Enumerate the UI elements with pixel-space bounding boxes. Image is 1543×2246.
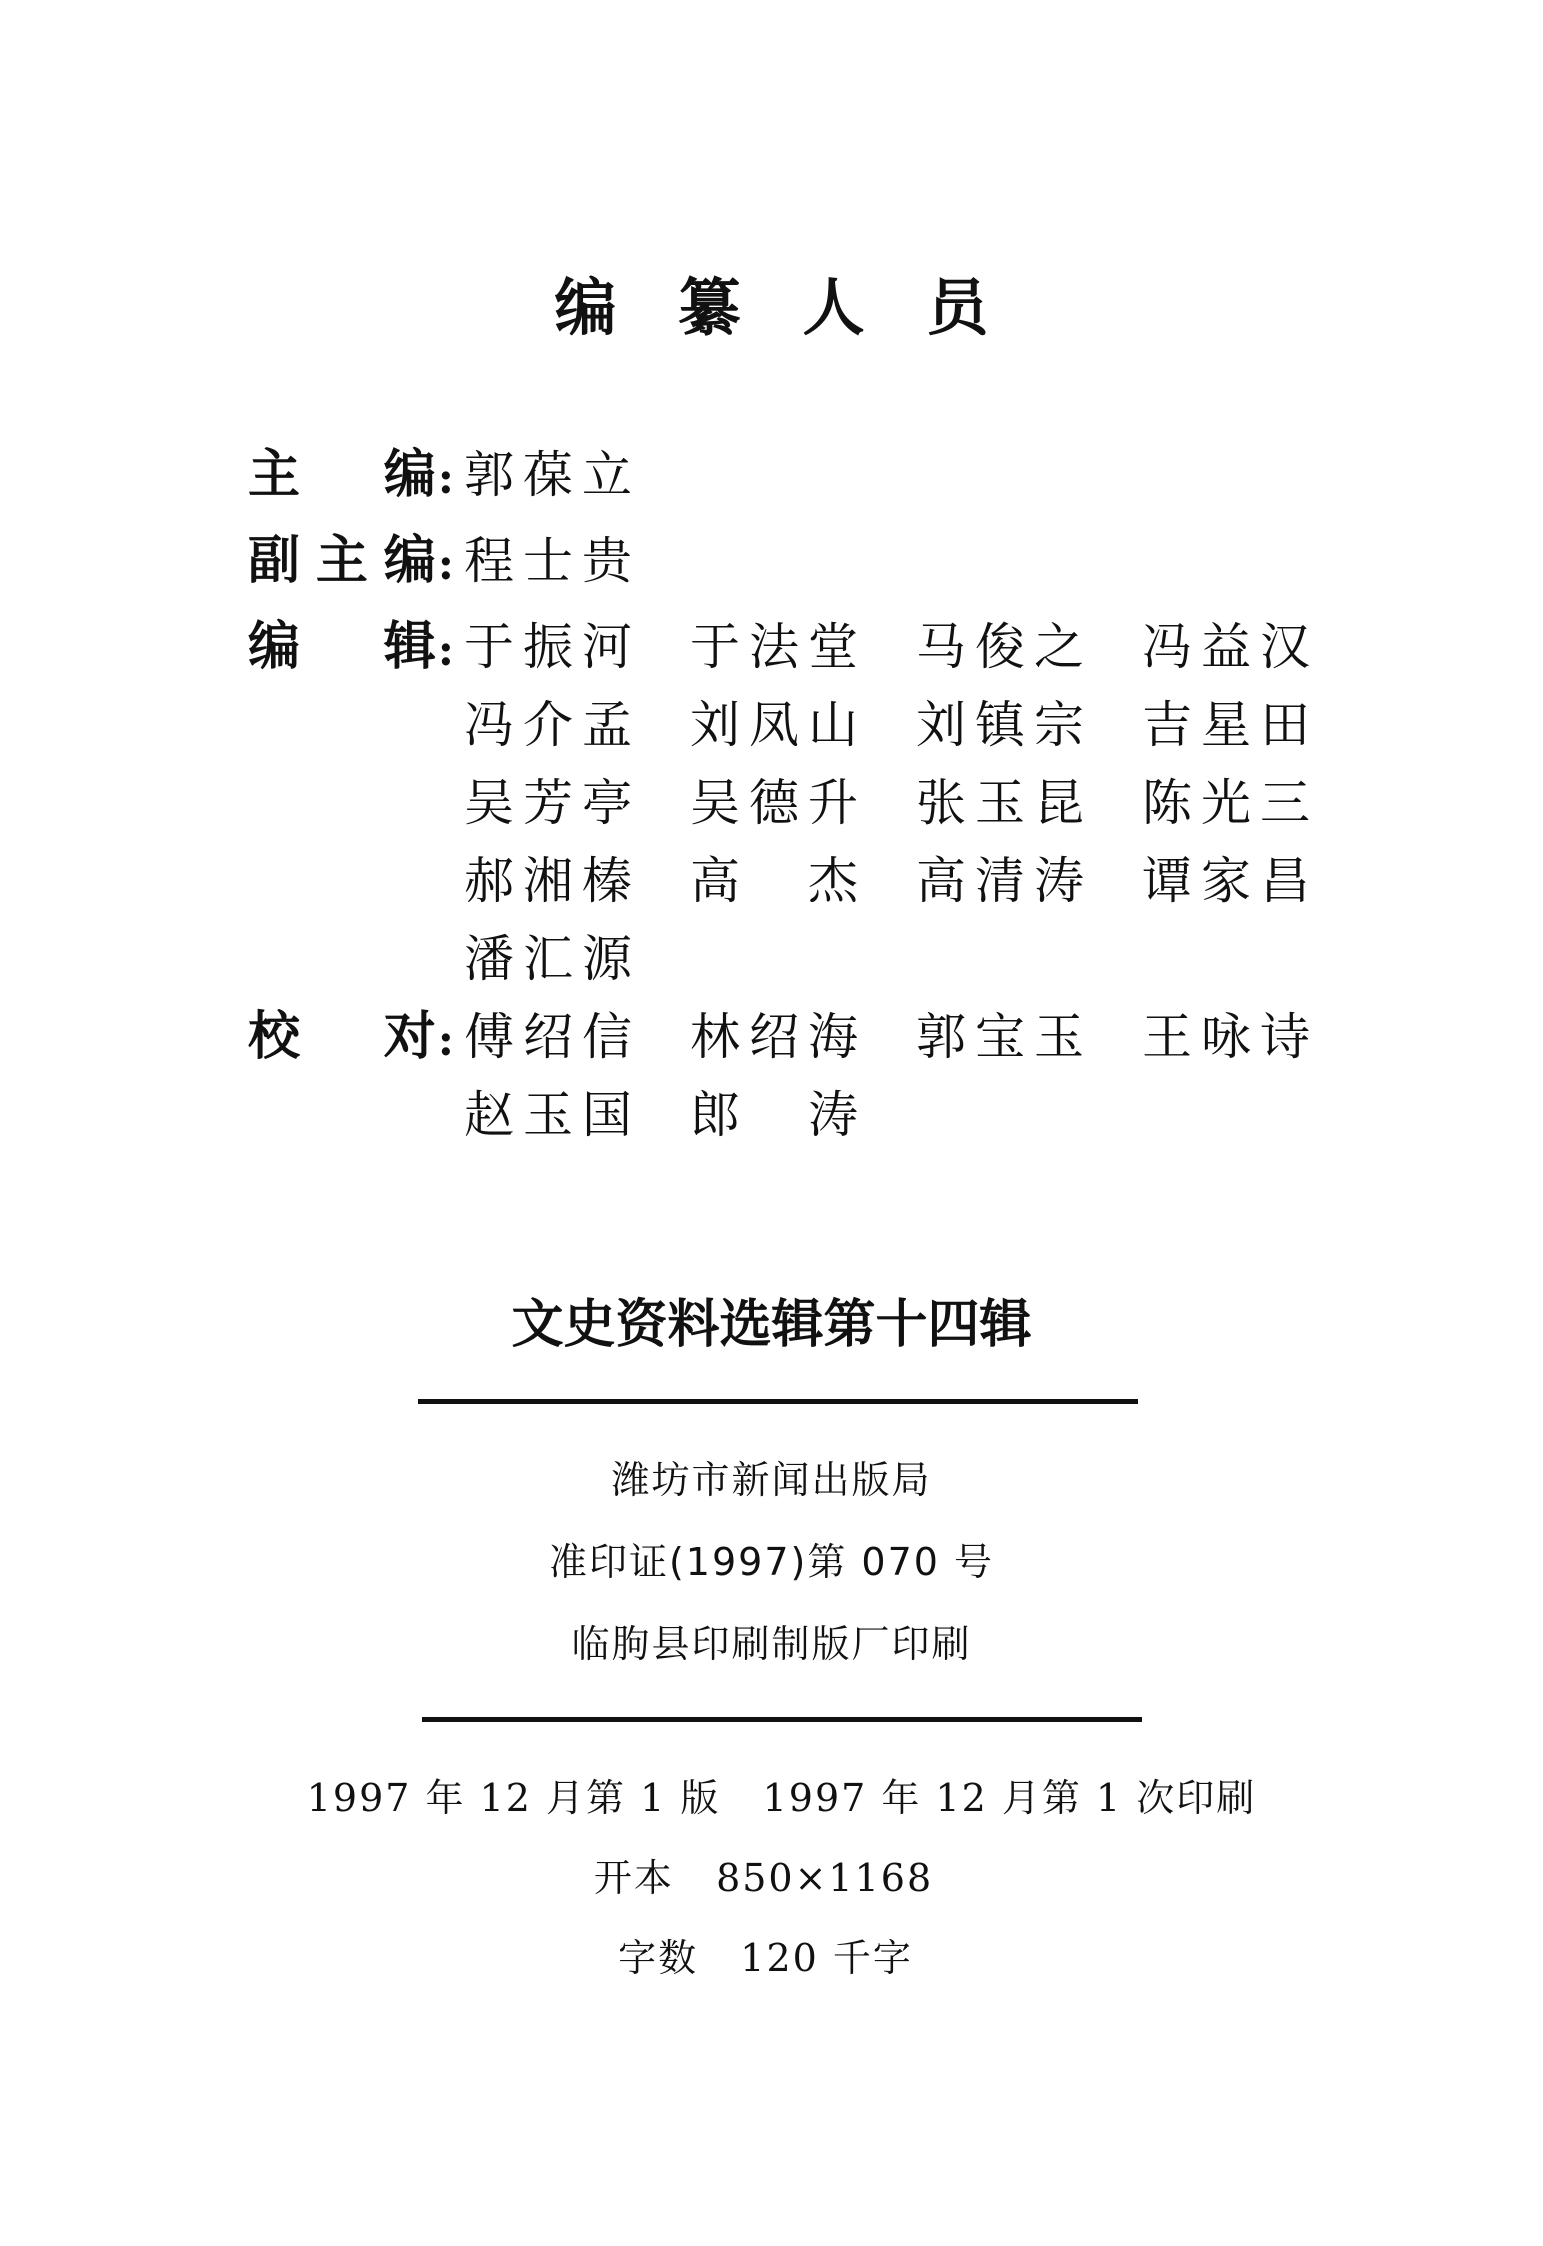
staff-name-char: 清 <box>975 852 1025 910</box>
staff-name-char: 湘 <box>523 852 573 910</box>
permit-line: 准印证(1997)第 070 号 <box>548 1540 995 1584</box>
staff-name-char: 贵 <box>582 532 632 590</box>
staff-name <box>690 842 858 920</box>
staff-name-char: 宝 <box>975 1008 1025 1066</box>
staff-name-char: 玉 <box>975 774 1025 832</box>
staff-name <box>690 1076 858 1154</box>
staff-name-char: 昆 <box>1034 774 1084 832</box>
word-count-line: 字数 120 千字 <box>618 1936 913 1980</box>
staff-name-char: 杰 <box>808 852 858 910</box>
staff-name <box>464 842 632 920</box>
staff-name-char: 刘 <box>690 696 740 754</box>
role-label <box>248 522 436 600</box>
staff-name-char: 高 <box>690 852 740 910</box>
staff-name <box>690 608 858 686</box>
staff-name-char: 葆 <box>523 446 573 504</box>
staff-name-char: 于 <box>464 618 514 676</box>
staff-name-char: 士 <box>523 532 573 590</box>
staff-name-char: 涛 <box>1034 852 1084 910</box>
staff-name-char: 郎 <box>690 1086 740 1144</box>
role-row <box>248 998 1368 1154</box>
printer-line: 临朐县印刷制版厂印刷 <box>571 1622 972 1666</box>
role-label-char: 主 <box>315 531 368 591</box>
staff-name-char: 绍 <box>749 1008 799 1066</box>
role-label-char: 对 <box>383 1007 436 1067</box>
staff-name <box>690 686 858 764</box>
staff-name <box>464 1076 632 1154</box>
staff-name-char: 马 <box>916 618 966 676</box>
staff-name-char: 咏 <box>1201 1008 1251 1066</box>
staff-name-char: 海 <box>808 1008 858 1066</box>
staff-name <box>916 686 1084 764</box>
staff-name-char: 傅 <box>464 1008 514 1066</box>
role-row <box>248 436 1368 522</box>
staff-name-char: 国 <box>582 1086 632 1144</box>
divider-rule-bottom <box>422 1717 1142 1722</box>
page-heading: 编纂人员 <box>554 271 1051 344</box>
staff-name <box>464 764 632 842</box>
staff-name-char: 谭 <box>1142 852 1192 910</box>
staff-name-char: 家 <box>1201 852 1251 910</box>
staff-name-char: 山 <box>808 696 858 754</box>
staff-name <box>916 608 1084 686</box>
staff-name <box>1142 686 1310 764</box>
series-title: 文史资料选辑第十四辑 <box>511 1295 1032 1355</box>
staff-name <box>916 998 1084 1076</box>
staff-name-char: 堂 <box>808 618 858 676</box>
edition-line: 1997 年 12 月第 1 版 1997 年 12 月第 1 次印刷 <box>306 1776 1257 1820</box>
name-grid <box>464 998 1368 1154</box>
staff-name-char: 河 <box>582 618 632 676</box>
staff-name-char: 郭 <box>916 1008 966 1066</box>
staff-name <box>1142 608 1310 686</box>
staff-name-char: 源 <box>582 930 632 988</box>
role-label-char: 校 <box>248 1007 301 1067</box>
name-grid <box>464 436 1368 514</box>
staff-name-char: 于 <box>690 618 740 676</box>
staff-name-char: 之 <box>1034 618 1084 676</box>
role-colon: : <box>437 453 454 504</box>
staff-name <box>464 522 632 600</box>
staff-name <box>1142 842 1310 920</box>
staff-name-char: 涛 <box>808 1086 858 1144</box>
role-label <box>248 998 436 1076</box>
divider-rule-top <box>418 1399 1138 1404</box>
staff-name-char: 王 <box>1142 1008 1192 1066</box>
role-label <box>248 436 436 514</box>
staff-name-char: 俊 <box>975 618 1025 676</box>
staff-name-char: 潘 <box>464 930 514 988</box>
staff-name-char: 芳 <box>523 774 573 832</box>
staff-name-char: 立 <box>582 446 632 504</box>
role-colon: : <box>437 539 454 590</box>
staff-name-char: 张 <box>916 774 966 832</box>
role-colon: : <box>437 625 454 676</box>
staff-name-char: 冯 <box>1142 618 1192 676</box>
staff-name-char: 林 <box>690 1008 740 1066</box>
staff-name-char: 信 <box>582 1008 632 1066</box>
staff-name <box>1142 764 1310 842</box>
staff-name-char: 玉 <box>523 1086 573 1144</box>
role-label-char: 编 <box>383 531 436 591</box>
staff-name-char: 昌 <box>1260 852 1310 910</box>
staff-name-char: 光 <box>1201 774 1251 832</box>
staff-name-char: 介 <box>523 696 573 754</box>
staff-name <box>690 998 858 1076</box>
staff-name-char: 亭 <box>582 774 632 832</box>
staff-name-char: 振 <box>523 618 573 676</box>
role-label-char: 主 <box>248 445 301 505</box>
role-label-char: 副 <box>248 531 301 591</box>
staff-name-char: 吴 <box>690 774 740 832</box>
staff-name-char: 陈 <box>1142 774 1192 832</box>
staff-name-char: 孟 <box>582 696 632 754</box>
staff-name <box>464 920 632 998</box>
role-label <box>248 608 436 686</box>
staff-name-char: 益 <box>1201 618 1251 676</box>
staff-name-char: 宗 <box>1034 696 1084 754</box>
name-grid <box>464 608 1368 998</box>
staff-name-char: 汉 <box>1260 618 1310 676</box>
role-label-char: 编 <box>383 445 436 505</box>
staff-name-char: 凤 <box>749 696 799 754</box>
role-row <box>248 522 1368 608</box>
publisher-line: 潍坊市新闻出版局 <box>611 1458 932 1502</box>
staff-name <box>1142 998 1310 1076</box>
staff-name-char: 高 <box>916 852 966 910</box>
name-grid <box>464 522 1368 600</box>
role-label-char: 辑 <box>383 617 436 677</box>
staff-name-char: 法 <box>749 618 799 676</box>
staff-name <box>916 764 1084 842</box>
staff-name <box>464 686 632 764</box>
staff-name-char: 星 <box>1201 696 1251 754</box>
staff-name-char: 镇 <box>975 696 1025 754</box>
staff-name <box>690 764 858 842</box>
staff-name-char: 田 <box>1260 696 1310 754</box>
staff-name-char: 三 <box>1260 774 1310 832</box>
staff-name-char: 赵 <box>464 1086 514 1144</box>
staff-name-char: 汇 <box>523 930 573 988</box>
role-colon: : <box>437 1015 454 1066</box>
staff-name <box>916 842 1084 920</box>
staff-name-char: 德 <box>749 774 799 832</box>
staff-name-char: 玉 <box>1034 1008 1084 1066</box>
staff-name <box>464 998 632 1076</box>
staff-name-char: 刘 <box>916 696 966 754</box>
staff-name-char: 程 <box>464 532 514 590</box>
format-line: 开本 850×1168 <box>593 1856 934 1900</box>
staff-name-char: 冯 <box>464 696 514 754</box>
staff-name-char: 诗 <box>1260 1008 1310 1066</box>
staff-name-char: 升 <box>808 774 858 832</box>
staff-name <box>464 436 632 514</box>
staff-name-char: 郭 <box>464 446 514 504</box>
role-label-char: 编 <box>248 617 301 677</box>
staff-name-char: 绍 <box>523 1008 573 1066</box>
role-row <box>248 608 1368 998</box>
staff-name-char: 郝 <box>464 852 514 910</box>
staff-name-char: 吴 <box>464 774 514 832</box>
staff-name <box>464 608 632 686</box>
staff-name-char: 吉 <box>1142 696 1192 754</box>
staff-name-char: 榛 <box>582 852 632 910</box>
staff-list <box>248 436 1368 1154</box>
